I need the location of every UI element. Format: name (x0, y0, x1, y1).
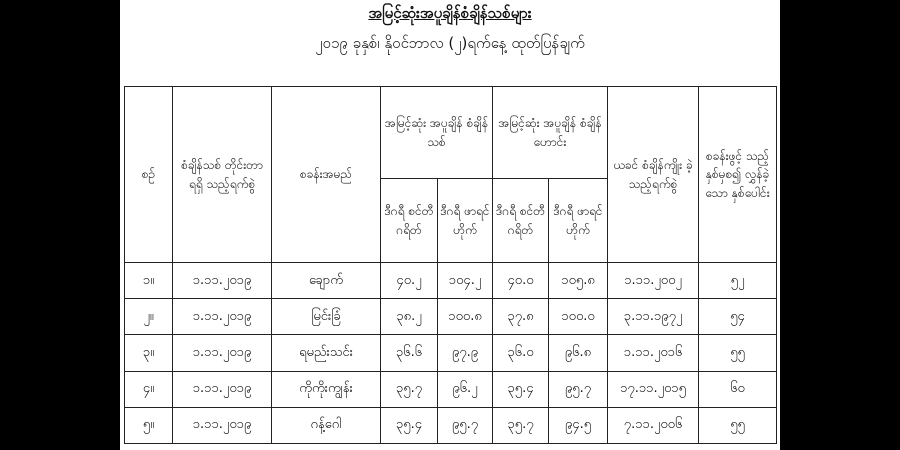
cell-date: ၁.၁၁.၂၀၁၉ (173, 263, 272, 299)
cell-serial: ၁။ (125, 263, 173, 299)
cell-new-celsius: ၃၅.၄ (381, 407, 438, 443)
cell-serial: ၂။ (125, 299, 173, 335)
cell-new-celsius: ၃၈.၂ (381, 299, 438, 335)
table-row (125, 335, 777, 371)
cell-station: ရမည်းသင်း (272, 335, 381, 371)
cell-old-fahrenheit: ၁၀၀.၀ (549, 299, 608, 335)
subheader-new-fahrenheit: ဒီဂရီ ဖာရင် ဟိုက် (438, 179, 493, 263)
cell-years: ၅၅ (699, 407, 777, 443)
header-years-broken: စခန်းဖွင့် သည့် နှစ်မှစ၍ လွှန်ခဲ့သော နှစ်ပေါင်း (699, 87, 777, 263)
cell-old-celsius: ၃၅.၇ (493, 407, 549, 443)
cell-serial: ၄။ (125, 371, 173, 407)
cell-old-celsius: ၃၇.၈ (493, 299, 549, 335)
subheader-new-celsius: ဒီဂရီ စင်တီ ဂရိတ် (381, 179, 438, 263)
cell-serial: ၅။ (125, 407, 173, 443)
cell-old-fahrenheit: ၉၆.၈ (549, 335, 608, 371)
cell-new-fahrenheit: ၉၇.၉ (438, 335, 493, 371)
header-new-record-date: စံချိန်သစ် တိုင်းတာရရှိ သည့်ရက်စွဲ (173, 87, 272, 263)
table-row (125, 371, 777, 407)
cell-previous-date: ၇.၁၁.၂၀၀၆ (608, 407, 699, 443)
header-station: စခန်းအမည် (272, 87, 381, 263)
cell-station: မြင်းခြံ (272, 299, 381, 335)
header-old-record-date: ယခင် စံချိန်ကျိုး ခဲ့သည့်ရက်စွဲ (608, 87, 699, 263)
cell-date: ၁.၁၁.၂၀၁၉ (173, 335, 272, 371)
cell-old-fahrenheit: ၉၄.၅ (549, 407, 608, 443)
header-serial: စဉ် (125, 87, 173, 263)
cell-old-fahrenheit: ၁၀၅.၈ (549, 263, 608, 299)
cell-new-fahrenheit: ၁၀၀.၈ (438, 299, 493, 335)
cell-station: ကိုကိုးကျွန်း (272, 371, 381, 407)
cell-old-celsius: ၃၆.၀ (493, 335, 549, 371)
cell-years: ၆၀ (699, 371, 777, 407)
cell-new-celsius: ၄၀.၂ (381, 263, 438, 299)
table-row (125, 299, 777, 335)
cell-old-celsius: ၄၀.၀ (493, 263, 549, 299)
cell-date: ၁.၁၁.၂၀၁၉ (173, 371, 272, 407)
document-title: အမြင့်ဆုံးအပူချိန်စံချိန်သစ်များ (368, 4, 532, 22)
header-new-record-group: အမြင့်ဆုံး အပူချိန် စံချိန်သစ် (381, 87, 493, 179)
cell-previous-date: ၃.၁၁.၁၉၇၂ (608, 299, 699, 335)
table-row (125, 263, 777, 299)
cell-serial: ၃။ (125, 335, 173, 371)
cell-previous-date: ၁.၁၁.၂၀၀၂ (608, 263, 699, 299)
cell-previous-date: ၁၇.၁၁.၂၀၁၅ (608, 371, 699, 407)
cell-years: ၅၂ (699, 263, 777, 299)
cell-station: ချောက် (272, 263, 381, 299)
cell-years: ၅၅ (699, 335, 777, 371)
cell-new-fahrenheit: ၉၅.၇ (438, 407, 493, 443)
cell-new-celsius: ၃၆.၆ (381, 335, 438, 371)
cell-years: ၅၄ (699, 299, 777, 335)
subheader-old-celsius: ဒီဂရီ စင်တီ ဂရိတ် (493, 179, 549, 263)
cell-station: ဂန့်ဂေါ (272, 407, 381, 443)
cell-new-celsius: ၃၅.၇ (381, 371, 438, 407)
cell-date: ၁.၁၁.၂၀၁၉ (173, 407, 272, 443)
cell-old-celsius: ၃၅.၄ (493, 371, 549, 407)
subheader-old-fahrenheit: ဒီဂရီ ဖာရင် ဟိုက် (549, 179, 608, 263)
cell-new-fahrenheit: ၁၀၄.၂ (438, 263, 493, 299)
records-table (124, 86, 777, 444)
cell-previous-date: ၁.၁၁.၂၀၁၆ (608, 335, 699, 371)
cell-new-fahrenheit: ၉၆.၂ (438, 371, 493, 407)
table-row (125, 407, 777, 443)
document-subtitle: ၂၀၁၉ ခုနှစ်၊ နိုဝင်ဘာလ (၂)ရက်နေ့ ထုတ်ပြန်ချက် (315, 34, 585, 52)
cell-date: ၁.၁၁.၂၀၁၉ (173, 299, 272, 335)
header-old-record-group: အမြင့်ဆုံး အပူချိန် စံချိန်ဟောင်း (493, 87, 608, 179)
document-page (120, 0, 780, 450)
cell-old-fahrenheit: ၉၅.၇ (549, 371, 608, 407)
